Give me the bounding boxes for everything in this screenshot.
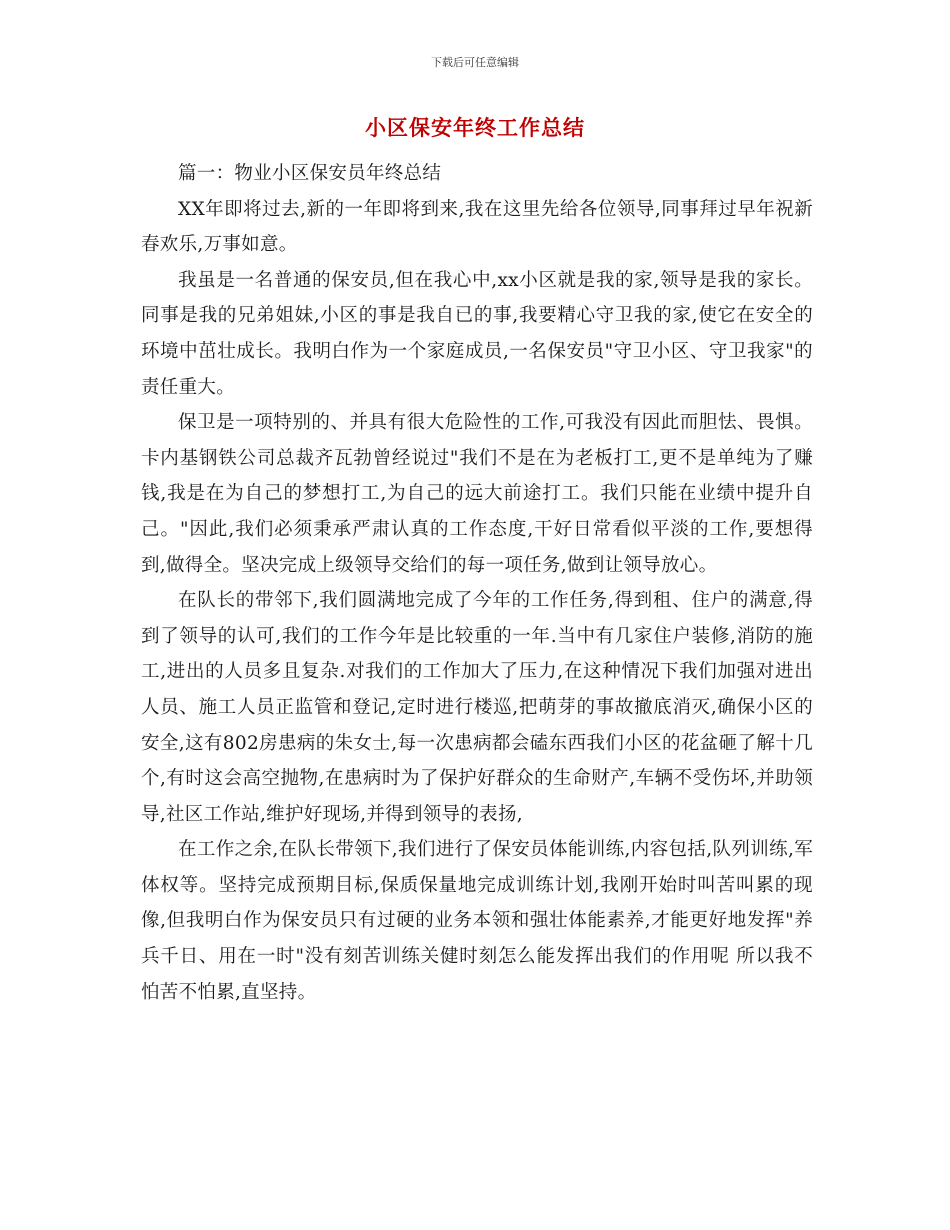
header-note: 下载后可任意编辑 [431, 56, 519, 69]
document-title: 小区保安年终工作总结 [365, 116, 585, 140]
document-body [141, 156, 813, 1010]
paragraph: XX年即将过去,新的一年即将到来,我在这里先给各位领导,同事拜过早年祝新春欢乐,万事如意。 [141, 198, 813, 256]
paragraph: 在队长的带邻下,我们圆满地完成了今年的工作任务,得到租、住户的满意,得到了领导的认可,我们的工作今年是比较重的一年.当中有几家住户装修,消防的施工,进出的人员多且复杂.对我们的工作加大了压力,在这种情况下我们加强对进出人员、施工人员正监管和登记,定时进行楼巡,把萌芽的事故撤底消灭,确保小区的安全,这有802房患病的朱女士,每一次患病都会磕东西我们小区的花盆砸了解十几个,有时这会高空抛物,在患病时为了保护好群众的生命财产,车辆不受伤坏,并助领导,社区工作站,维护好现场,并得到领导的表扬, [141, 590, 813, 825]
section-heading: 篇一：物业小区保安员年终总结 [178, 163, 442, 184]
paragraph: 保卫是一项特别的、并具有很大危险性的工作,可我没有因此而胆怯、畏惧。卡内基钢铁公司总裁齐瓦勃曾经说过"我们不是在为老板打工,更不是单纯为了赚钱,我是在为自己的梦想打工,为自己的远大前途打工。我们只能在业绩中提升自己。"因此,我们必须秉承严肃认真的工作态度,干好日常看似平淡的工作,要想得到,做得全。坚决完成上级领导交给们的每一项任务,做到让领导放心。 [141, 412, 813, 576]
paragraph: 在工作之余,在队长带领下,我们进行了保安员体能训练,内容包括,队列训练,军体权等。坚持完成预期目标,保质保量地完成训练计划,我刚开始时叫苦叫累的现像,但我明白作为保安员只有过硬的业务本领和强壮体能素养,才能更好地发挥"养兵千日、用在一时"没有刻苦训练关健时刻怎么能发挥出我们的作用呢 所以我不怕苦不怕累,直坚持。 [141, 839, 813, 1003]
paragraph: 我虽是一名普通的保安员,但在我心中,xx小区就是我的家,领导是我的家长。同事是我的兄弟姐妹,小区的事是我自已的事,我要精心守卫我的家,使它在安全的环境中茁壮成长。我明白作为一个家庭成员,一名保安员"守卫小区、守卫我家"的责任重大。 [141, 269, 813, 398]
